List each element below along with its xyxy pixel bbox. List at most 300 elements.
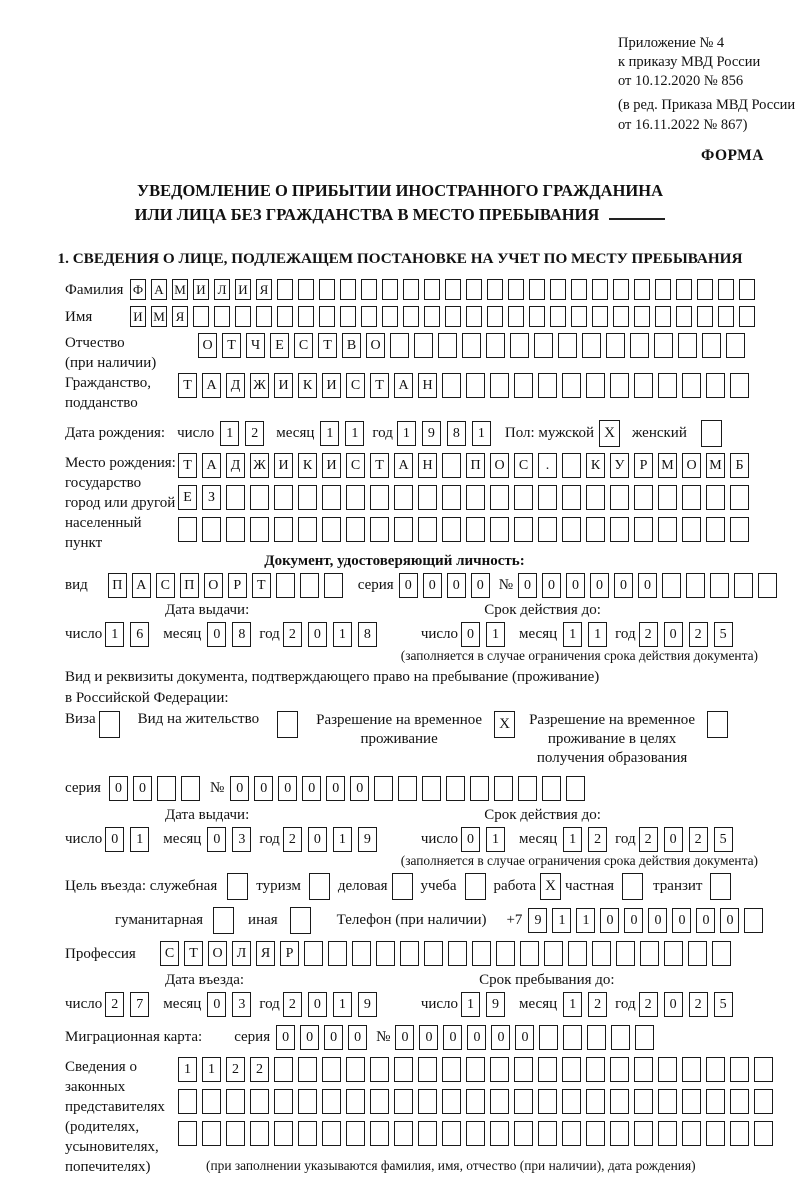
char-cell[interactable]: 1 [333, 992, 352, 1017]
char-cell[interactable]: 0 [399, 573, 418, 598]
char-cell[interactable] [446, 776, 465, 801]
char-cell[interactable] [382, 279, 398, 300]
char-cell[interactable] [664, 941, 683, 966]
char-cell[interactable] [274, 1121, 293, 1146]
char-cell[interactable] [613, 279, 629, 300]
char-cell[interactable] [592, 306, 608, 327]
char-cell[interactable] [706, 485, 725, 510]
char-cell[interactable]: 0 [491, 1025, 510, 1050]
char-cell[interactable] [193, 306, 209, 327]
char-cell[interactable] [319, 279, 335, 300]
char-cell[interactable] [550, 306, 566, 327]
char-cell[interactable]: 1 [220, 421, 239, 446]
char-cell[interactable] [298, 485, 317, 510]
char-cell[interactable] [730, 1057, 749, 1082]
char-cell[interactable]: 1 [486, 622, 505, 647]
char-cell[interactable]: И [322, 373, 341, 398]
char-cell[interactable] [298, 1089, 317, 1114]
char-cell[interactable] [487, 306, 503, 327]
char-cell[interactable] [712, 941, 731, 966]
char-cell[interactable]: Д [226, 453, 245, 478]
char-cell[interactable]: П [466, 453, 485, 478]
char-cell[interactable] [250, 1089, 269, 1114]
char-cell[interactable] [214, 306, 230, 327]
char-cell[interactable]: 0 [696, 908, 715, 933]
char-cell[interactable]: А [132, 573, 151, 598]
char-cell[interactable]: 0 [350, 776, 369, 801]
char-cell[interactable] [706, 373, 725, 398]
char-cell[interactable] [250, 1121, 269, 1146]
char-cell[interactable]: 8 [358, 622, 377, 647]
char-cell[interactable] [276, 573, 295, 598]
char-cell[interactable]: 2 [689, 622, 708, 647]
char-cell[interactable] [586, 1057, 605, 1082]
char-cell[interactable]: Т [178, 453, 197, 478]
char-cell[interactable] [256, 306, 272, 327]
char-cell[interactable] [655, 279, 671, 300]
char-cell[interactable] [490, 1057, 509, 1082]
char-cell[interactable]: 2 [226, 1057, 245, 1082]
char-cell[interactable]: М [172, 279, 188, 300]
char-cell[interactable] [682, 485, 701, 510]
char-cell[interactable] [658, 485, 677, 510]
char-cell[interactable]: 0 [324, 1025, 343, 1050]
checkbox-purpose-tourism[interactable] [309, 873, 330, 900]
char-cell[interactable]: 5 [714, 827, 733, 852]
char-cell[interactable]: 0 [278, 776, 297, 801]
char-cell[interactable] [394, 1057, 413, 1082]
char-cell[interactable] [277, 306, 293, 327]
char-cell[interactable]: 0 [664, 827, 683, 852]
char-cell[interactable] [534, 333, 553, 358]
char-cell[interactable] [586, 485, 605, 510]
char-cell[interactable] [529, 279, 545, 300]
char-cell[interactable] [403, 306, 419, 327]
char-cell[interactable]: Н [418, 373, 437, 398]
char-cell[interactable]: Т [318, 333, 337, 358]
char-cell[interactable] [490, 1121, 509, 1146]
char-cell[interactable]: 0 [207, 622, 226, 647]
char-cell[interactable] [562, 485, 581, 510]
char-cell[interactable] [586, 1121, 605, 1146]
char-cell[interactable] [634, 1057, 653, 1082]
char-cell[interactable]: А [394, 453, 413, 478]
checkbox-temp-residence-education[interactable] [707, 711, 728, 738]
char-cell[interactable] [300, 573, 319, 598]
char-cell[interactable] [634, 485, 653, 510]
char-cell[interactable]: 0 [672, 908, 691, 933]
checkbox-purpose-transit[interactable] [710, 873, 731, 900]
char-cell[interactable] [730, 1121, 749, 1146]
char-cell[interactable] [466, 1121, 485, 1146]
char-cell[interactable] [370, 1089, 389, 1114]
char-cell[interactable] [361, 279, 377, 300]
char-cell[interactable] [697, 306, 713, 327]
char-cell[interactable] [658, 1057, 677, 1082]
char-cell[interactable]: С [160, 941, 179, 966]
char-cell[interactable] [558, 333, 577, 358]
char-cell[interactable] [654, 333, 673, 358]
char-cell[interactable] [322, 1057, 341, 1082]
char-cell[interactable] [490, 485, 509, 510]
char-cell[interactable]: Я [256, 279, 272, 300]
char-cell[interactable] [466, 373, 485, 398]
char-cell[interactable] [718, 279, 734, 300]
char-cell[interactable] [322, 1089, 341, 1114]
char-cell[interactable] [514, 1089, 533, 1114]
char-cell[interactable] [562, 1121, 581, 1146]
char-cell[interactable] [466, 1057, 485, 1082]
char-cell[interactable]: М [658, 453, 677, 478]
char-cell[interactable] [370, 1121, 389, 1146]
char-cell[interactable] [611, 1025, 630, 1050]
char-cell[interactable]: С [294, 333, 313, 358]
char-cell[interactable] [706, 517, 725, 542]
char-cell[interactable] [676, 306, 692, 327]
char-cell[interactable]: 1 [345, 421, 364, 446]
char-cell[interactable]: 0 [395, 1025, 414, 1050]
char-cell[interactable]: 5 [714, 622, 733, 647]
char-cell[interactable] [514, 1121, 533, 1146]
char-cell[interactable] [462, 333, 481, 358]
char-cell[interactable] [494, 776, 513, 801]
char-cell[interactable] [394, 517, 413, 542]
char-cell[interactable] [518, 776, 537, 801]
char-cell[interactable] [178, 1121, 197, 1146]
char-cell[interactable]: 1 [588, 622, 607, 647]
char-cell[interactable]: 1 [202, 1057, 221, 1082]
char-cell[interactable] [445, 279, 461, 300]
char-cell[interactable] [562, 1089, 581, 1114]
char-cell[interactable]: 0 [638, 573, 657, 598]
char-cell[interactable]: 9 [358, 992, 377, 1017]
char-cell[interactable] [274, 517, 293, 542]
char-cell[interactable]: 0 [664, 622, 683, 647]
char-cell[interactable] [562, 373, 581, 398]
char-cell[interactable]: 3 [232, 827, 251, 852]
char-cell[interactable]: У [610, 453, 629, 478]
char-cell[interactable] [438, 333, 457, 358]
char-cell[interactable]: 8 [447, 421, 466, 446]
char-cell[interactable] [514, 485, 533, 510]
char-cell[interactable]: 0 [590, 573, 609, 598]
char-cell[interactable]: 0 [515, 1025, 534, 1050]
char-cell[interactable]: И [274, 373, 293, 398]
char-cell[interactable]: 0 [230, 776, 249, 801]
char-cell[interactable] [586, 517, 605, 542]
char-cell[interactable] [538, 1089, 557, 1114]
char-cell[interactable]: 0 [254, 776, 273, 801]
char-cell[interactable]: О [366, 333, 385, 358]
char-cell[interactable] [697, 279, 713, 300]
char-cell[interactable]: 0 [447, 573, 466, 598]
char-cell[interactable]: 2 [588, 992, 607, 1017]
char-cell[interactable]: О [204, 573, 223, 598]
char-cell[interactable] [635, 1025, 654, 1050]
char-cell[interactable] [181, 776, 200, 801]
char-cell[interactable]: 6 [130, 622, 149, 647]
char-cell[interactable] [298, 279, 314, 300]
char-cell[interactable] [418, 517, 437, 542]
char-cell[interactable] [418, 1057, 437, 1082]
char-cell[interactable] [346, 1057, 365, 1082]
char-cell[interactable] [470, 776, 489, 801]
char-cell[interactable] [486, 333, 505, 358]
char-cell[interactable] [634, 1121, 653, 1146]
char-cell[interactable]: Т [184, 941, 203, 966]
char-cell[interactable] [442, 453, 461, 478]
char-cell[interactable] [682, 1057, 701, 1082]
char-cell[interactable] [571, 279, 587, 300]
char-cell[interactable] [563, 1025, 582, 1050]
char-cell[interactable] [250, 517, 269, 542]
char-cell[interactable]: Ч [246, 333, 265, 358]
char-cell[interactable]: М [706, 453, 725, 478]
char-cell[interactable] [466, 279, 482, 300]
char-cell[interactable]: 5 [714, 992, 733, 1017]
char-cell[interactable] [542, 776, 561, 801]
char-cell[interactable] [634, 306, 650, 327]
char-cell[interactable] [544, 941, 563, 966]
char-cell[interactable] [706, 1089, 725, 1114]
char-cell[interactable]: 2 [283, 622, 302, 647]
char-cell[interactable]: М [151, 306, 167, 327]
checkbox-purpose-business[interactable] [392, 873, 413, 900]
char-cell[interactable] [324, 573, 343, 598]
char-cell[interactable] [730, 1089, 749, 1114]
char-cell[interactable]: 9 [422, 421, 441, 446]
char-cell[interactable]: 0 [308, 622, 327, 647]
char-cell[interactable]: 0 [109, 776, 128, 801]
char-cell[interactable] [758, 573, 777, 598]
char-cell[interactable]: Р [228, 573, 247, 598]
char-cell[interactable]: 0 [624, 908, 643, 933]
char-cell[interactable] [726, 333, 745, 358]
char-cell[interactable]: 2 [689, 827, 708, 852]
char-cell[interactable]: 1 [333, 622, 352, 647]
char-cell[interactable]: К [298, 373, 317, 398]
char-cell[interactable]: . [538, 453, 557, 478]
char-cell[interactable] [274, 1057, 293, 1082]
char-cell[interactable] [610, 1089, 629, 1114]
char-cell[interactable] [730, 373, 749, 398]
char-cell[interactable] [658, 1089, 677, 1114]
char-cell[interactable]: 1 [563, 992, 582, 1017]
char-cell[interactable] [322, 485, 341, 510]
char-cell[interactable]: 0 [467, 1025, 486, 1050]
char-cell[interactable]: Ж [250, 373, 269, 398]
char-cell[interactable] [442, 485, 461, 510]
char-cell[interactable] [370, 485, 389, 510]
char-cell[interactable] [508, 279, 524, 300]
char-cell[interactable]: А [151, 279, 167, 300]
char-cell[interactable] [346, 485, 365, 510]
char-cell[interactable]: 0 [471, 573, 490, 598]
char-cell[interactable] [616, 941, 635, 966]
char-cell[interactable] [490, 373, 509, 398]
char-cell[interactable] [610, 1057, 629, 1082]
char-cell[interactable] [466, 306, 482, 327]
char-cell[interactable] [226, 485, 245, 510]
char-cell[interactable] [571, 306, 587, 327]
char-cell[interactable]: 0 [308, 827, 327, 852]
char-cell[interactable] [394, 485, 413, 510]
checkbox-purpose-private[interactable] [622, 873, 643, 900]
char-cell[interactable]: 2 [588, 827, 607, 852]
char-cell[interactable]: И [193, 279, 209, 300]
char-cell[interactable] [466, 517, 485, 542]
char-cell[interactable] [662, 573, 681, 598]
char-cell[interactable]: 1 [576, 908, 595, 933]
char-cell[interactable] [226, 517, 245, 542]
checkbox-purpose-work[interactable]: X [540, 873, 561, 900]
char-cell[interactable] [682, 373, 701, 398]
char-cell[interactable] [374, 776, 393, 801]
char-cell[interactable] [298, 517, 317, 542]
char-cell[interactable]: О [682, 453, 701, 478]
char-cell[interactable]: 0 [461, 622, 480, 647]
char-cell[interactable]: Я [172, 306, 188, 327]
char-cell[interactable]: О [208, 941, 227, 966]
char-cell[interactable] [613, 306, 629, 327]
char-cell[interactable] [370, 1057, 389, 1082]
char-cell[interactable] [658, 517, 677, 542]
char-cell[interactable]: 2 [105, 992, 124, 1017]
char-cell[interactable] [510, 333, 529, 358]
char-cell[interactable]: 0 [461, 827, 480, 852]
char-cell[interactable] [490, 517, 509, 542]
char-cell[interactable] [539, 1025, 558, 1050]
char-cell[interactable]: Т [222, 333, 241, 358]
char-cell[interactable] [274, 485, 293, 510]
char-cell[interactable]: И [322, 453, 341, 478]
char-cell[interactable] [487, 279, 503, 300]
char-cell[interactable] [508, 306, 524, 327]
char-cell[interactable] [592, 279, 608, 300]
char-cell[interactable] [634, 517, 653, 542]
char-cell[interactable] [634, 279, 650, 300]
char-cell[interactable] [706, 1057, 725, 1082]
char-cell[interactable] [592, 941, 611, 966]
char-cell[interactable]: 0 [542, 573, 561, 598]
char-cell[interactable] [370, 517, 389, 542]
char-cell[interactable]: 0 [664, 992, 683, 1017]
char-cell[interactable] [376, 941, 395, 966]
char-cell[interactable] [550, 279, 566, 300]
char-cell[interactable]: 1 [472, 421, 491, 446]
char-cell[interactable] [702, 333, 721, 358]
char-cell[interactable]: 3 [232, 992, 251, 1017]
char-cell[interactable] [448, 941, 467, 966]
char-cell[interactable] [340, 279, 356, 300]
char-cell[interactable]: Б [730, 453, 749, 478]
char-cell[interactable] [538, 517, 557, 542]
char-cell[interactable] [606, 333, 625, 358]
char-cell[interactable] [328, 941, 347, 966]
char-cell[interactable] [250, 485, 269, 510]
char-cell[interactable]: 0 [600, 908, 619, 933]
char-cell[interactable]: Р [634, 453, 653, 478]
char-cell[interactable] [730, 485, 749, 510]
char-cell[interactable] [424, 306, 440, 327]
char-cell[interactable] [688, 941, 707, 966]
char-cell[interactable]: 1 [563, 622, 582, 647]
char-cell[interactable]: С [156, 573, 175, 598]
char-cell[interactable] [562, 517, 581, 542]
char-cell[interactable] [226, 1121, 245, 1146]
char-cell[interactable] [394, 1089, 413, 1114]
char-cell[interactable] [442, 517, 461, 542]
char-cell[interactable]: Н [418, 453, 437, 478]
char-cell[interactable]: С [514, 453, 533, 478]
char-cell[interactable]: 0 [308, 992, 327, 1017]
char-cell[interactable]: Я [256, 941, 275, 966]
char-cell[interactable]: И [235, 279, 251, 300]
char-cell[interactable] [514, 517, 533, 542]
char-cell[interactable] [442, 1121, 461, 1146]
char-cell[interactable] [442, 373, 461, 398]
char-cell[interactable] [346, 1089, 365, 1114]
char-cell[interactable]: 2 [283, 992, 302, 1017]
char-cell[interactable]: 2 [639, 622, 658, 647]
char-cell[interactable] [490, 1089, 509, 1114]
char-cell[interactable]: 0 [419, 1025, 438, 1050]
char-cell[interactable]: Д [226, 373, 245, 398]
checkbox-purpose-study[interactable] [465, 873, 486, 900]
char-cell[interactable]: Ж [250, 453, 269, 478]
char-cell[interactable] [400, 941, 419, 966]
char-cell[interactable] [682, 1121, 701, 1146]
char-cell[interactable]: 0 [300, 1025, 319, 1050]
char-cell[interactable] [562, 1057, 581, 1082]
char-cell[interactable] [346, 517, 365, 542]
char-cell[interactable] [634, 1089, 653, 1114]
char-cell[interactable] [514, 1057, 533, 1082]
char-cell[interactable]: Е [178, 485, 197, 510]
char-cell[interactable] [730, 517, 749, 542]
char-cell[interactable]: 7 [130, 992, 149, 1017]
char-cell[interactable] [202, 517, 221, 542]
char-cell[interactable] [466, 1089, 485, 1114]
checkbox-male[interactable]: X [599, 420, 620, 447]
char-cell[interactable] [424, 941, 443, 966]
char-cell[interactable] [202, 1089, 221, 1114]
char-cell[interactable]: А [202, 453, 221, 478]
checkbox-visa[interactable] [99, 711, 120, 738]
char-cell[interactable]: Е [270, 333, 289, 358]
char-cell[interactable] [586, 373, 605, 398]
char-cell[interactable]: К [298, 453, 317, 478]
char-cell[interactable] [630, 333, 649, 358]
char-cell[interactable] [744, 908, 763, 933]
char-cell[interactable] [658, 1121, 677, 1146]
char-cell[interactable] [157, 776, 176, 801]
char-cell[interactable] [298, 1057, 317, 1082]
char-cell[interactable] [472, 941, 491, 966]
char-cell[interactable] [734, 573, 753, 598]
char-cell[interactable]: 0 [648, 908, 667, 933]
char-cell[interactable]: 1 [105, 622, 124, 647]
char-cell[interactable]: В [342, 333, 361, 358]
char-cell[interactable] [754, 1121, 773, 1146]
char-cell[interactable] [562, 453, 581, 478]
checkbox-temp-residence-permit[interactable]: X [494, 711, 515, 738]
char-cell[interactable] [587, 1025, 606, 1050]
char-cell[interactable] [304, 941, 323, 966]
char-cell[interactable]: П [180, 573, 199, 598]
char-cell[interactable] [340, 306, 356, 327]
char-cell[interactable]: Т [252, 573, 271, 598]
